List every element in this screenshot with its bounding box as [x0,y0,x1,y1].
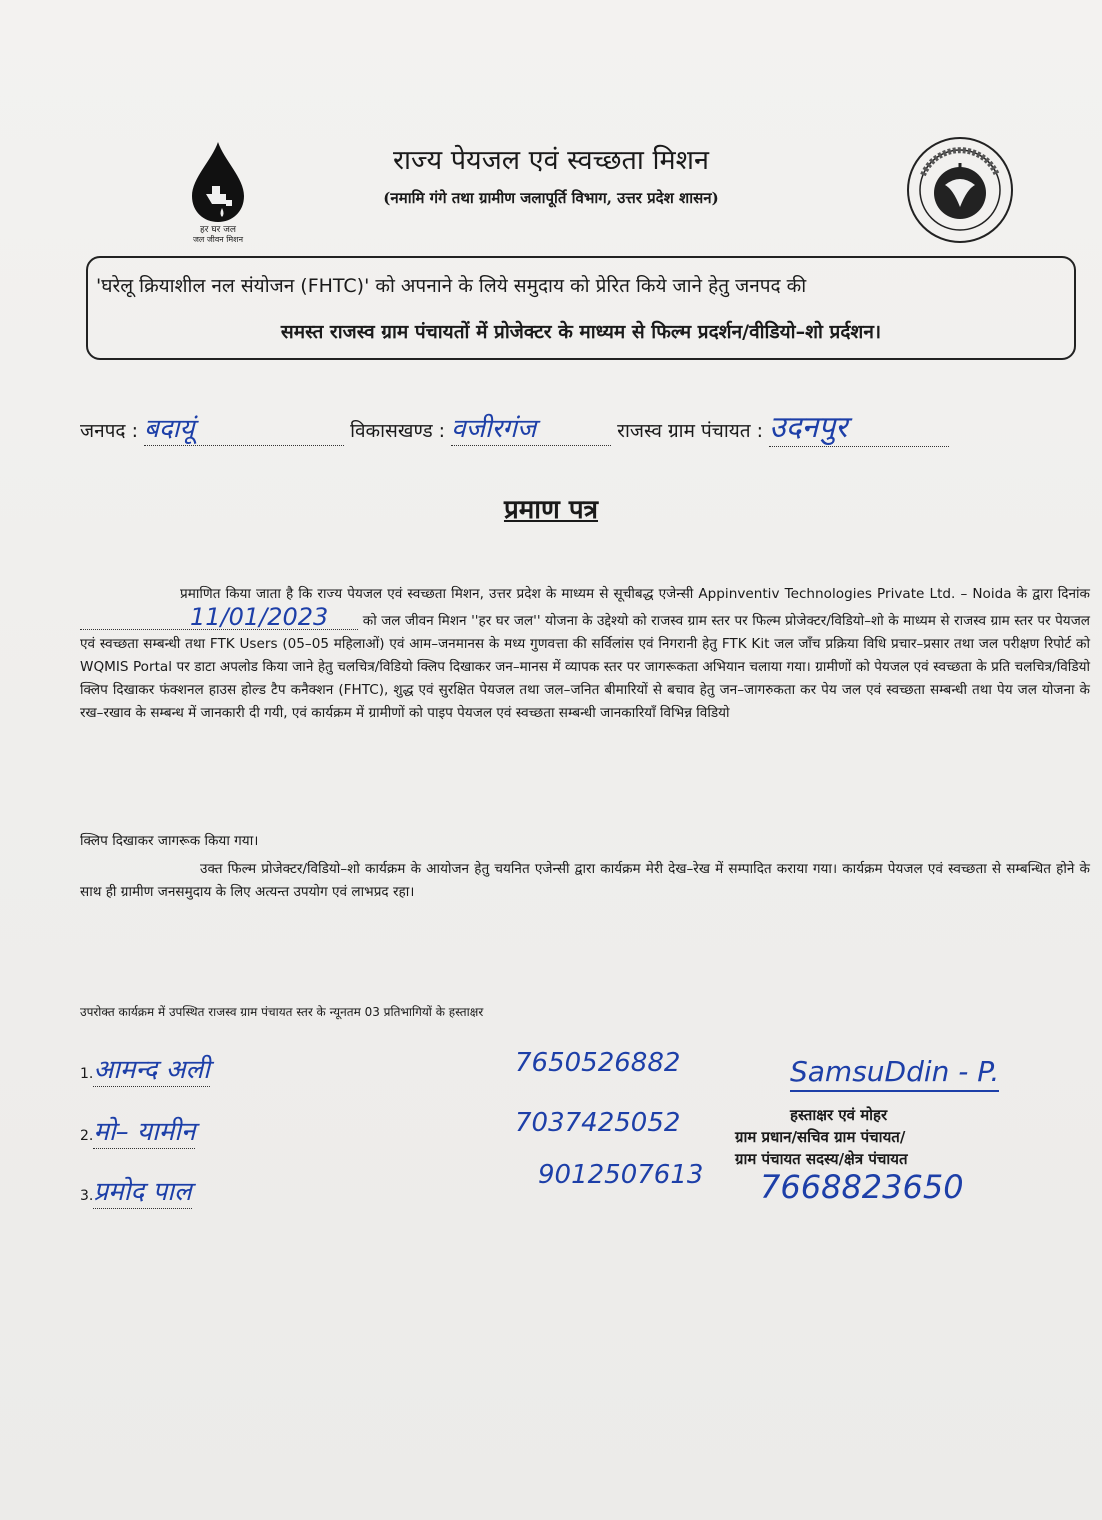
p1-date: 11/01/2023 [80,606,358,630]
block-label: विकासखण्ड : [350,420,446,442]
participant-row: 3.प्रमोद पाल [80,1172,380,1209]
signatory-signature: SamsuDdin - P. [790,1055,999,1092]
participant-row: 1.आमन्द अली [80,1050,380,1087]
svg-text:हर घर जल: हर घर जल [200,225,236,235]
banner-line-2: समस्त राजस्व ग्राम पंचायतों में प्रोजेक्टर के माध्यम से फिल्म प्रदर्शन/वीडियो–शो प्रर्दशन। [280,321,882,343]
participant-phone: 7037425052 [515,1108,681,1138]
panchayat-field [769,405,949,447]
block-field [451,409,611,446]
panchayat-value: उदनपुर [769,410,848,445]
svg-text:जल जीवन मिशन: जल जीवन मिशन [192,235,244,244]
panchayat-label: राजस्व ग्राम पंचायत : [617,420,764,442]
district-label: जनपद : [80,420,138,442]
participant-phone: 7650526882 [515,1048,681,1078]
participant-phone: 9012507613 [538,1160,704,1190]
signatory-designation-1: ग्राम प्रधान/सचिव ग्राम पंचायत/ [735,1128,906,1146]
p1-rest: को जल जीवन मिशन ''हर घर जल'' योजना के उद्देश्यो को राजस्व ग्राम स्तर पर फिल्म प्रोजेक्टर/विडियो–शो के माध्यम से राजस्व ग्राम स्तर पर पेयजल एवं स्वच्छता सम्बन्धी तथा FTK Users (05–05 महिलाओं) एवं आम–जनमानस के मध्य गुणवत्ता की सर्विलांस एवं निगरानी हेतु FTK Kit जल जाँच प्रक्रिया विधि प्रचार–प्रसार तथा जल परीक्षण रिपोर्ट को WQMIS Portal पर डाटा अपलोड किया जाने हेतु चलचित्र/विडियो क्लिप दिखाकर जन–मानस में व्यापक स्तर पर जागरूकता अभियान चलाया गया। ग्रामीणों को पेयजल एवं स्वच्छता के प्रति चलचित्र/विडियो क्लिप दिखाकर फंक्शनल हाउस होल्ड टैप कनैक्शन (FHTC), शुद्ध एवं सुरक्षित पेयजल तथा जल–जनित बीमारियों से बचाव हेतु जन–जागरुकता कर पेय जल एवं स्वच्छता सम्बन्धी तथा पेय जल योजना के रख–रखाव के सम्बन्ध में जानकारी दी गयी, एवं कार्यक्रम में ग्रामीणों को पाइप पेयजल एवं स्वच्छता सम्बन्धी जानकारियाँ विभिन्न विडियो [80,613,1090,721]
participant-row: 2.मो– यामीन [80,1112,380,1149]
body-paragraph-1-tail: क्लिप दिखाकर जागरूक किया गया। [80,833,259,849]
participants-note: उपरोक्त कार्यक्रम में उपस्थित राजस्व ग्राम पंचायत स्तर के न्यूनतम 03 प्रतिभागियों के हस्ताक्षर [80,1005,484,1019]
signatory-phone: 7668823650 [760,1168,964,1206]
certificate-title: प्रमाण पत्र [503,495,599,525]
district-value: बदायूं [144,414,195,444]
body-paragraph-2: उक्त फिल्म प्रोजेक्टर/विडियो–शो कार्यक्रम के आयोजन हेतु चयनित एजेन्सी द्वारा कार्यक्रम मेरी देख–रेख में सम्पादित कराया गया। कार्यक्रम पेयजल एवं स्वच्छता से सम्बन्धित होने के साथ ही ग्रामीण जनसमुदाय के लिए अत्यन्त उपयोग एवं लाभप्रद रहा। [80,861,1090,900]
participant-signature: आमन्द अली [93,1050,209,1087]
signatory-designation-2: ग्राम पंचायत सदस्य/क्षेत्र पंचायत [735,1150,908,1168]
body-paragraph-1 [80,583,1090,725]
p1-start: प्रमाणित किया जाता है कि राज्य पेयजल एवं स्वच्छता मिशन, उत्तर प्रदेश के माध्यम से सूचीबद्ध एजेन्सी Appinventiv Technologies Private Ltd. – Noida के द्वारा दिनांक [180,586,1090,602]
participant-signature: मो– यामीन [93,1112,195,1149]
location-fields [80,405,949,447]
banner-line-1: 'घरेलू क्रियाशील नल संयोजन (FHTC)' को अपनाने के लिये समुदाय को प्रेरित किये जाने हेतु जनपद की [96,275,807,297]
block-value: वजीरगंज [451,414,537,444]
sign-and-seal-label: हस्ताक्षर एवं मोहर [790,1106,888,1124]
org-subtitle: (नमामि गंगे तथा ग्रामीण जलापूर्ति विभाग, उत्तर प्रदेश शासन) [383,189,719,207]
participant-signature: प्रमोद पाल [93,1172,191,1209]
district-field [144,409,344,446]
org-title: राज्य पेयजल एवं स्वच्छता मिशन [393,145,709,176]
